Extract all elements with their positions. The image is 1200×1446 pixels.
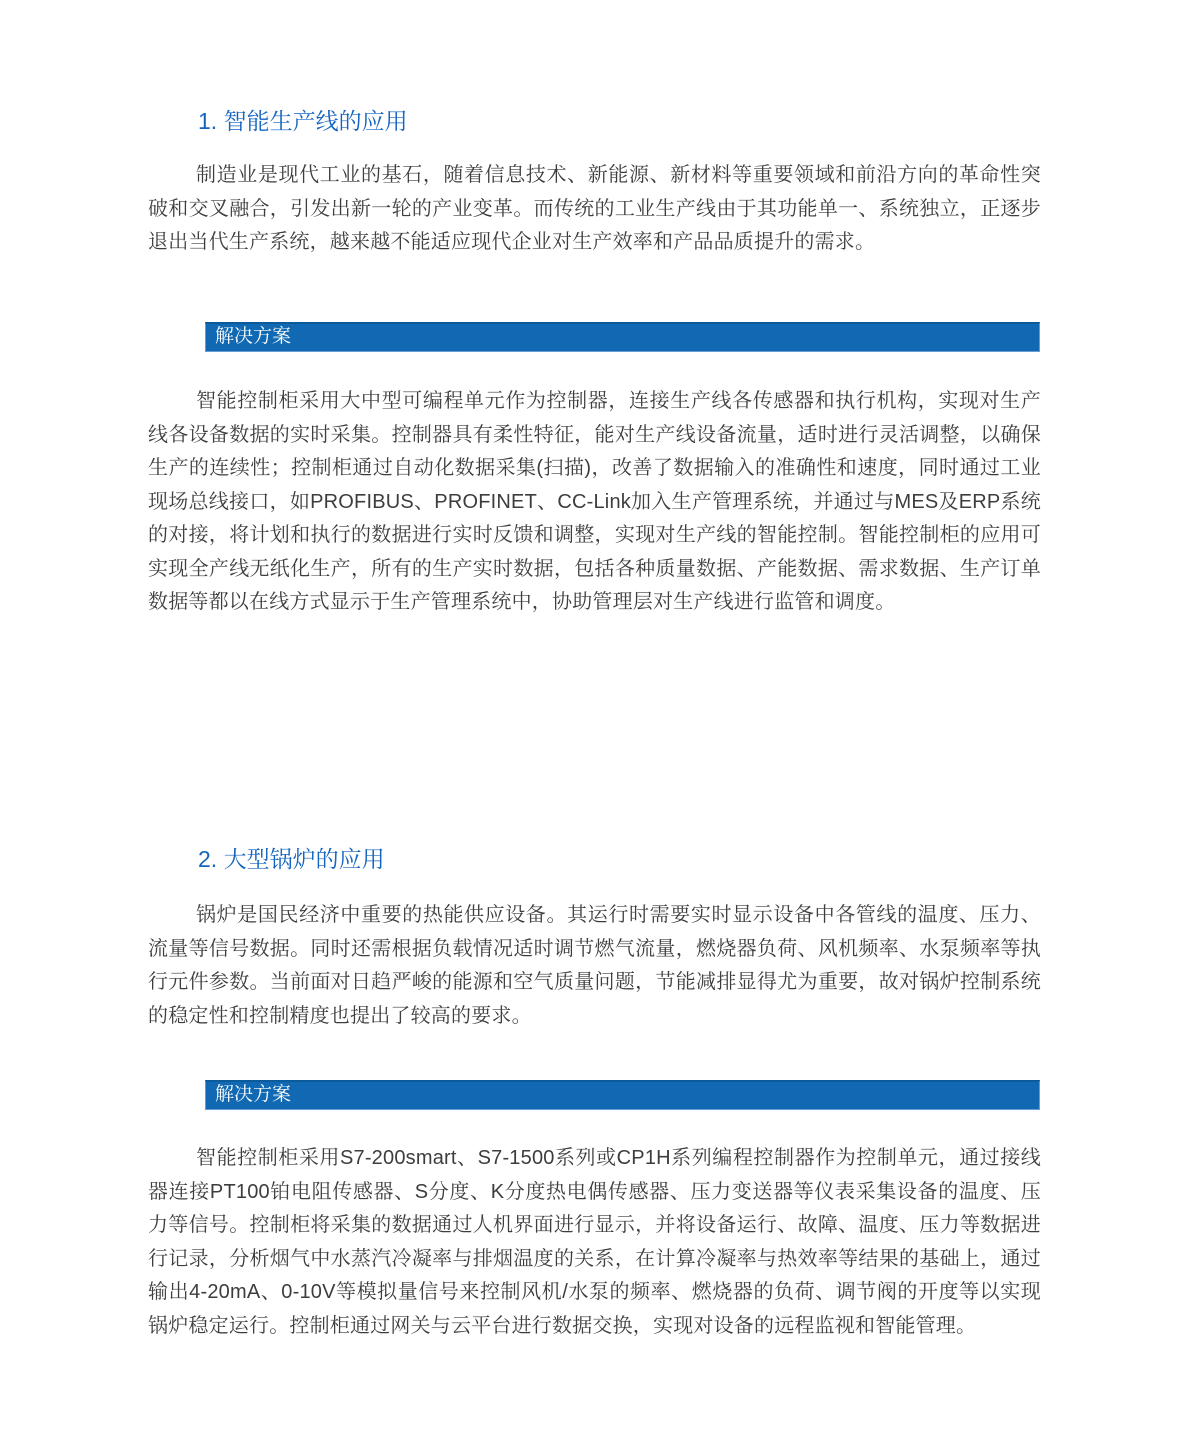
solution-header-bar — [205, 322, 1040, 352]
section-heading-large-boiler: 2. 大型锅炉的应用 — [198, 846, 385, 872]
section-heading-smart-production-line: 1. 智能生产线的应用 — [198, 108, 408, 134]
solution-paragraph: 智能控制柜采用大中型可编程单元作为控制器，连接生产线各传感器和执行机构，实现对生产线各设备数据的实时采集。控制器具有柔性特征，能对生产线设备流量，适时进行灵活调整，以确保生产的连续性；控制柜通过自动化数据采集(扫描)，改善了数据输入的准确性和速度，同时通过工业现场总线接口，如PROFIBUS、PROFINET、CC-Link加入生产管理系统，并通过与MES及ERP系统的对接，将计划和执行的数据进行实时反馈和调整，实现对生产线的智能控制。智能控制柜的应用可实现全产线无纸化生产，所有的生产实时数据，包括各种质量数据、产能数据、需求数据、生产订单数据等都以在线方式显示于生产管理系统中，协助管理层对生产线进行监管和调度。 — [148, 390, 1041, 613]
solution-header-label: 解决方案 — [215, 326, 292, 347]
solution-paragraph: 智能控制柜采用S7-200smart、S7-1500系列或CP1H系列编程控制器作为控制单元，通过接线器连接PT100铂电阻传感器、S分度、K分度热电偶传感器、压力变送器等仪表采集设备的温度、压力等信号。控制柜将采集的数据通过人机界面进行显示，并将设备运行、故障、温度、压力等数据进行记录，分析烟气中水蒸汽冷凝率与排烟温度的关系，在计算冷凝率与热效率等结果的基础上，通过输出4-20mA、0-10V等模拟量信号来控制风机/水泵的频率、燃烧器的负荷、调节阀的开度等以实现锅炉稳定运行。控制柜通过网关与云平台进行数据交换，实现对设备的远程监视和智能管理。 — [148, 1147, 1041, 1337]
solution-header-label: 解决方案 — [215, 1084, 292, 1105]
section-intro-paragraph: 制造业是现代工业的基石，随着信息技术、新能源、新材料等重要领域和前沿方向的革命性突破和交叉融合，引发出新一轮的产业变革。而传统的工业生产线由于其功能单一、系统独立，正逐步退出当代生产系统，越来越不能适应现代企业对生产效率和产品品质提升的需求。 — [148, 164, 1041, 253]
solution-header-bar — [205, 1080, 1040, 1110]
section-intro-paragraph: 锅炉是国民经济中重要的热能供应设备。其运行时需要实时显示设备中各管线的温度、压力、流量等信号数据。同时还需根据负载情况适时调节燃气流量，燃烧器负荷、风机频率、水泵频率等执行元件参数。当前面对日趋严峻的能源和空气质量问题，节能减排显得尤为重要，故对锅炉控制系统的稳定性和控制精度也提出了较高的要求。 — [148, 904, 1041, 1027]
